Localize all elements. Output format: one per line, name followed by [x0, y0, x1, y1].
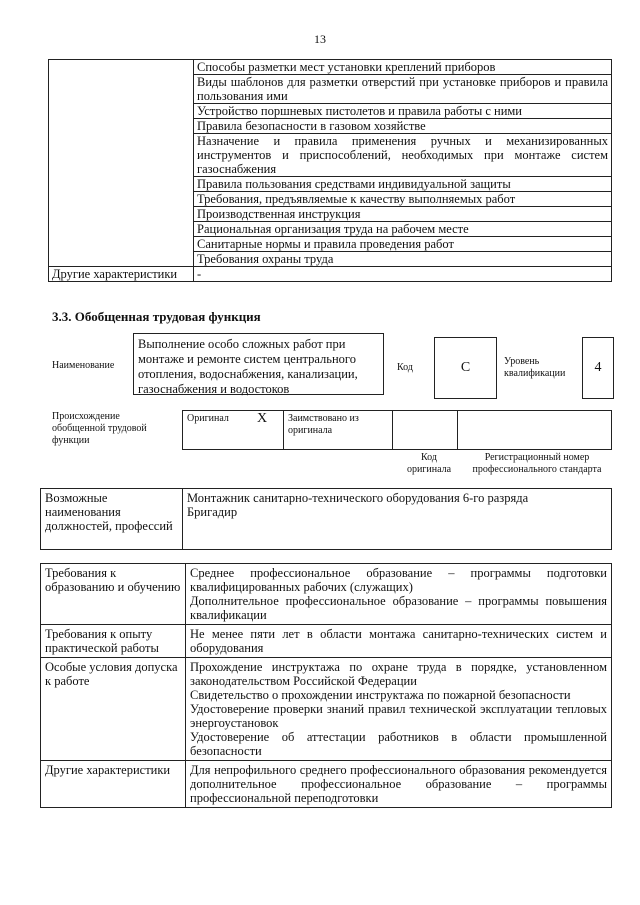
other-characteristics-value: -	[194, 267, 612, 282]
other-characteristics-label: Другие характеристики	[49, 267, 194, 282]
special-condition-item: Прохождение инструктажа по охране труда в порядке, установленном законодательством Российской Федерации	[190, 660, 607, 688]
reg-number-cell	[458, 411, 612, 450]
other-characteristics-value-2: Для непрофильного среднего профессионального образования рекомендуется дополнительное профессиональное образование – программы профессиональной переподготовки	[186, 761, 612, 808]
origin-label: Происхождение обобщенной трудовой функции	[52, 411, 147, 446]
knowledge-item: Способы разметки мест установки креплений приборов	[194, 60, 612, 75]
special-condition-item: Свидетельство о прохождении инструктажа по пожарной безопасности	[190, 688, 571, 702]
knowledge-item: Правила пользования средствами индивидуальной защиты	[194, 177, 612, 192]
knowledge-item: Устройство поршневых пистолетов и правила работы с ними	[194, 104, 612, 119]
positions-table	[40, 488, 612, 550]
original-label: Оригинал	[183, 411, 254, 450]
code-label: Код	[397, 362, 413, 373]
positions-label: Возможные наименования должностей, профессий	[41, 489, 183, 550]
experience-value: Не менее пяти лет в области монтажа санитарно-технических систем и оборудования	[186, 625, 612, 658]
original-mark: X	[253, 411, 284, 450]
other-characteristics-label-2: Другие характеристики	[41, 761, 186, 808]
borrowed-label: Заимствовано из оригинала	[284, 411, 393, 450]
knowledge-item: Правила безопасности в газовом хозяйстве	[194, 119, 612, 134]
position-item: Монтажник санитарно-технического оборудования 6-го разряда	[187, 491, 529, 505]
reg-number-label: Регистрационный номер профессионального стандарта	[472, 452, 602, 475]
education-item: Среднее профессиональное образование – программы подготовки квалифицированных рабочих (служащих)	[190, 566, 607, 594]
special-condition-item: Удостоверение проверки знаний правил технической эксплуатации тепловых энергоустановок	[190, 702, 607, 730]
position-item: Бригадир	[187, 505, 238, 519]
origin-table	[182, 410, 612, 450]
education-item: Дополнительное профессиональное образование – программы повышения квалификации	[190, 594, 607, 622]
code-original-cell	[393, 411, 458, 450]
knowledge-label-cell	[49, 60, 194, 267]
special-condition-item: Удостоверение об аттестации работников в области промышленной безопасности	[190, 730, 607, 758]
level-value: 4	[582, 337, 614, 399]
education-label: Требования к образованию и обучению	[41, 564, 186, 625]
knowledge-table	[48, 59, 612, 282]
knowledge-item: Рациональная организация труда на рабочем месте	[194, 222, 612, 237]
knowledge-item: Назначение и правила применения ручных и механизированных инструментов и приспособлений, необходимых при монтаже систем газоснабжения	[194, 134, 612, 177]
experience-label: Требования к опыту практической работы	[41, 625, 186, 658]
special-conditions-label: Особые условия допуска к работе	[41, 658, 186, 761]
section-title: 3.3. Обобщенная трудовая функция	[52, 309, 261, 324]
knowledge-item: Виды шаблонов для разметки отверстий при установке приборов и правила пользования ими	[194, 75, 612, 104]
name-label: Наименование	[52, 360, 115, 371]
requirements-table	[40, 563, 612, 808]
knowledge-item: Санитарные нормы и правила проведения работ	[194, 237, 612, 252]
knowledge-item: Требования, предъявляемые к качеству выполняемых работ	[194, 192, 612, 207]
level-label: Уровень квалификации	[504, 356, 566, 379]
code-value: C	[434, 337, 497, 399]
page-number: 13	[314, 32, 326, 46]
code-original-label: Код оригинала	[406, 452, 452, 475]
knowledge-item: Производственная инструкция	[194, 207, 612, 222]
name-value: Выполнение особо сложных работ при монтаже и ремонте систем центрального отопления, водоснабжения, канализации, газоснабжения и водостоков	[133, 333, 384, 395]
knowledge-item: Требования охраны труда	[194, 252, 612, 267]
